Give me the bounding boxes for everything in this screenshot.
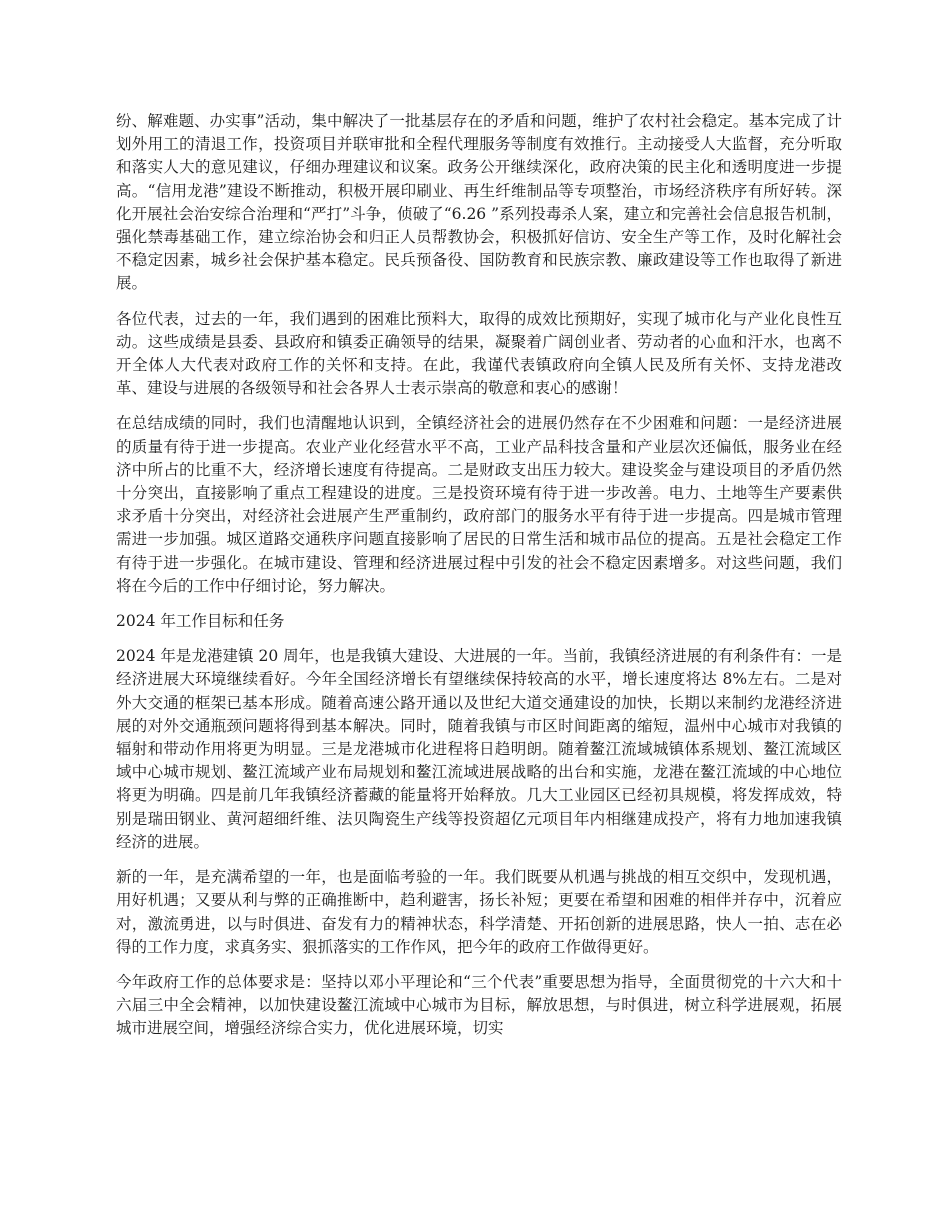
- section-heading: 2024 年工作目标和任务: [116, 612, 285, 631]
- paragraph-favorable-conditions: 2024 年是龙港建镇 20 周年，也是我镇大建设、大进展的一年。当前，我镇经济进展的有利条件有：一是经济进展大环境继续看好。今年全国经济增长有望继续保持较高的水平，增长速度将达 8%左右。二是对外大交通的框架已基本形成。随着高速公路开通以及世纪大道交通建设的加快，长期以来制约龙港经济进展的对外交通瓶颈问题将得到基本解决。同时，随着我镇与市区时间距离的缩短，温州中心城市对我镇的辐射和带动作用将更为明显。三是龙港城市化进程将日趋明朗。随着鳌江流域城镇体系规划、鳌江流域区域中心城市规划、鳌江流域产业布局规划和鳌江流域进展战略的出台和实施，龙港在鳌江流域的中心地位将更为明确。四是前几年我镇经济蓄藏的能量将开始释放。几大工业园区已经初具规模，将发挥成效，特别是瑞田钢业、黄河超细纤维、法贝陶瓷生产线等投资超亿元项目年内相继建成投产，将有力地加速我镇经济的进展。: [116, 647, 842, 851]
- document-body: [116, 110, 842, 1053]
- paragraph-thanks: 各位代表，过去的一年，我们遇到的困难比预料大，取得的成效比预期好，实现了城市化与产业化良性互动。这些成绩是县委、县政府和镇委正确领导的结果，凝聚着广阔创业者、劳动者的心血和汗水，也离不开全体人大代表对政府工作的关怀和支持。在此，我谨代表镇政府向全镇人民及所有关怀、支持龙港改革、建设与进展的各级领导和社会各界人士表示崇高的敬意和衷心的感谢！: [116, 309, 842, 398]
- paragraph-problems: 在总结成绩的同时，我们也清醒地认识到，全镇经济社会的进展仍然存在不少困难和问题：一是经济进展的质量有待于进一步提高。农业产业化经营水平不高，工业产品科技含量和产业层次还偏低，服务业在经济中所占的比重不大，经济增长速度有待提高。二是财政支出压力较大。建设奖金与建设项目的矛盾仍然十分突出，直接影响了重点工程建设的进度。三是投资环境有待于进一步改善。电力、土地等生产要素供求矛盾十分突出，对经济社会进展产生严重制约，政府部门的服务水平有待于进一步提高。四是城市管理需进一步加强。城区道路交通秩序问题直接影响了居民的日常生活和城市品位的提高。五是社会稳定工作有待于进一步强化。在城市建设、管理和经济进展过程中引发的社会不稳定因素增多。对这些问题，我们将在今后的工作中仔细讨论，努力解决。: [116, 414, 842, 595]
- paragraph-general-requirements: 今年政府工作的总体要求是：坚持以邓小平理论和“三个代表”重要思想为指导，全面贯彻党的十六大和十六届三中全会精神，以加快建设鳌江流域中心城市为目标，解放思想，与时俱进，树立科学进展观，拓展城市进展空间，增强经济综合实力，优化进展环境，切实: [116, 972, 842, 1038]
- paragraph-social-stability: 纷、解难题、办实事”活动，集中解决了一批基层存在的矛盾和问题，维护了农村社会稳定。基本完成了计划外用工的清退工作，投资项目并联审批和全程代理服务等制度有效推行。主动接受人大监督，充分听取和落实人大的意见建议，仔细办理建议和议案。政务公开继续深化，政府决策的民主化和透明度进一步提高。“信用龙港”建设不断推动，积极开展印刷业、再生纤维制品等专项整治，市场经济秩序有所好转。深化开展社会治安综合治理和“严打”斗争，侦破了“6.26 ”系列投毒杀人案，建立和完善社会信息报告机制，强化禁毒基础工作，建立综治协会和归正人员帮教协会，积极抓好信访、安全生产等工作，及时化解社会不稳定因素，城乡社会保护基本稳定。民兵预备役、国防教育和民族宗教、廉政建设等工作也取得了新进展。: [116, 112, 842, 293]
- paragraph-new-year: 新的一年，是充满希望的一年，也是面临考验的一年。我们既要从机遇与挑战的相互交织中，发现机遇，用好机遇；又要从利与弊的正确推断中，趋利避害，扬长补短；更要在希望和困难的相伴并存中，沉着应对，激流勇进，以与时俱进、奋发有力的精神状态，科学清楚、开拓创新的进展思路，快人一拍、志在必得的工作力度，求真务实、狠抓落实的工作作风，把今年的政府工作做得更好。: [116, 868, 842, 956]
